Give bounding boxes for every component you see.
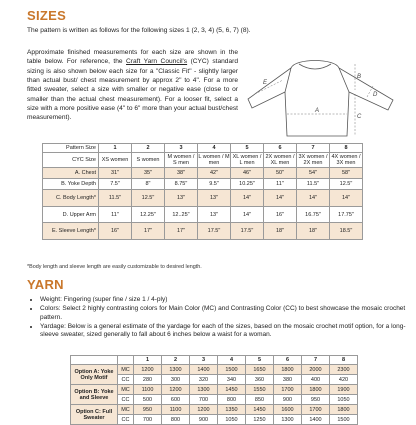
- cell: 7.5": [99, 179, 132, 190]
- cell: 11.5": [297, 179, 330, 190]
- yardage-table: [70, 355, 358, 425]
- color-label: CC: [118, 415, 134, 425]
- cell: 1800: [330, 405, 358, 415]
- table-row-chest: [43, 168, 363, 179]
- size-header: 1: [99, 144, 132, 153]
- cell: 8.75": [165, 179, 198, 190]
- cell: 11.5": [99, 190, 132, 207]
- cell: 1450: [246, 405, 274, 415]
- cell: 54": [297, 168, 330, 179]
- cell: 1300: [274, 415, 302, 425]
- cell: 1050: [218, 415, 246, 425]
- cell: 11": [264, 179, 297, 190]
- row-label: C. Body Length*: [43, 190, 99, 207]
- cell: 1200: [134, 365, 162, 375]
- measurements-paragraph: [27, 48, 238, 123]
- cell: 600: [162, 395, 190, 405]
- cell: 12.25": [132, 207, 165, 223]
- cell: 1400: [190, 365, 218, 375]
- cell: 2000: [302, 365, 330, 375]
- sweater-sleeve-seam-right: [339, 68, 349, 92]
- cell: 13": [198, 207, 231, 223]
- cell: 1350: [218, 405, 246, 415]
- cell: 13": [165, 190, 198, 207]
- cell: 320: [190, 375, 218, 385]
- cell: 1800: [274, 365, 302, 375]
- cell: 950: [302, 395, 330, 405]
- cell: 1100: [134, 385, 162, 395]
- size-header: 5: [246, 356, 274, 365]
- cell: 300: [162, 375, 190, 385]
- cell: 14": [330, 190, 363, 207]
- color-label: CC: [118, 375, 134, 385]
- cell: 1600: [274, 405, 302, 415]
- option-label: Option C: Full Sweater: [71, 405, 118, 425]
- cell: 1900: [330, 385, 358, 395]
- cell: 1550: [246, 385, 274, 395]
- cell: S women: [132, 153, 165, 168]
- cell: 8": [132, 179, 165, 190]
- cell: 420: [330, 375, 358, 385]
- table-row-body-length: [43, 190, 363, 207]
- size-header: 5: [231, 144, 264, 153]
- cell: 10.25": [231, 179, 264, 190]
- cell: 16": [99, 223, 132, 240]
- cell: 17.5": [198, 223, 231, 240]
- cell: 16": [264, 207, 297, 223]
- cell: 14": [231, 207, 264, 223]
- header-label: Pattern Size: [43, 144, 99, 153]
- cell: XS women: [99, 153, 132, 168]
- cell: 38": [165, 168, 198, 179]
- cell: 12.5": [132, 190, 165, 207]
- empty-cell: [118, 356, 134, 365]
- paragraph-text-start: Approximate finished measurements for each size are shown in the table below. For reference, the: [27, 49, 238, 66]
- cell: 500: [134, 395, 162, 405]
- cell: 1700: [274, 385, 302, 395]
- label-e: E: [263, 80, 268, 86]
- size-table-header: [43, 144, 363, 153]
- cell: 3X women / 2X men: [298, 154, 328, 166]
- table-row-upper-arm: [43, 207, 363, 223]
- list-item: • Colors: Select 2 highly contrasting colors for Main Color (MC) and Contrasting Color (CC) to best showcase the mosaic crochet pattern.: [40, 305, 412, 322]
- cell: 800: [218, 395, 246, 405]
- sizes-intro: The pattern is written as follows for the following sizes 1 (2, 3, 4) (5, 6, 7) (8).: [27, 27, 251, 34]
- size-header: 8: [330, 356, 358, 365]
- cell: 2300: [330, 365, 358, 375]
- cell: 1300: [162, 365, 190, 375]
- cell: 1200: [190, 405, 218, 415]
- cell: 280: [134, 375, 162, 385]
- size-header: 3: [165, 144, 198, 153]
- size-table: [42, 143, 363, 240]
- cell: 46": [231, 168, 264, 179]
- cell: 900: [190, 415, 218, 425]
- color-label: MC: [118, 385, 134, 395]
- table-row-cyc: [43, 153, 363, 168]
- cell: 11": [99, 207, 132, 223]
- sweater-neckline: [299, 64, 331, 69]
- cell: 340: [218, 375, 246, 385]
- cell: 17.5": [231, 223, 264, 240]
- cell: 1250: [246, 415, 274, 425]
- size-header: 1: [134, 356, 162, 365]
- cell: 1200: [162, 385, 190, 395]
- cell: 1050: [330, 395, 358, 405]
- label-c: C: [357, 114, 362, 120]
- cell: 1500: [330, 415, 358, 425]
- cell: 12..25": [165, 207, 198, 223]
- cell: 850: [246, 395, 274, 405]
- cell: 1500: [218, 365, 246, 375]
- cell: 14": [297, 190, 330, 207]
- row-label: B. Yoke Depth: [43, 179, 99, 190]
- empty-cell: [71, 356, 118, 365]
- size-header: 2: [132, 144, 165, 153]
- cell: 700: [190, 395, 218, 405]
- cell: 14": [264, 190, 297, 207]
- cell: 17": [165, 223, 198, 240]
- list-item: • Yardage: Below is a general estimate of the yardage for each of the sizes, based on the mosaic crochet motif option, for a long-sleeve sweater, sized generally to fall about 6 inches below a waist for a woman.: [40, 323, 412, 340]
- cell: 900: [274, 395, 302, 405]
- cell: 800: [162, 415, 190, 425]
- cell: 18.5": [330, 223, 363, 240]
- cell: 400: [302, 375, 330, 385]
- cell: 17": [132, 223, 165, 240]
- row-label: A. Chest: [43, 168, 99, 179]
- sweater-outline: [248, 61, 393, 137]
- row-label: E. Sleeve Length*: [43, 223, 99, 240]
- cell: 360: [246, 375, 274, 385]
- cell: 50": [264, 168, 297, 179]
- sizes-heading: SIZES: [27, 8, 67, 23]
- cell: 2X women / XL men: [265, 154, 295, 166]
- cell: 380: [274, 375, 302, 385]
- row-label: CYC Size: [43, 153, 99, 168]
- table-row-sleeve-length: [43, 223, 363, 240]
- cell: 1300: [190, 385, 218, 395]
- color-label: MC: [118, 365, 134, 375]
- cell: 4X women / 3X men: [331, 154, 361, 166]
- size-header: 7: [302, 356, 330, 365]
- cell: 1400: [302, 415, 330, 425]
- cell: XL women / L men: [231, 153, 264, 168]
- table-row-yoke-depth: [43, 179, 363, 190]
- row-label: D. Upper Arm: [43, 207, 99, 223]
- cell: 58": [330, 168, 363, 179]
- cell: 16.75": [297, 207, 330, 223]
- measure-line-e: [255, 80, 283, 94]
- cell: 1100: [162, 405, 190, 415]
- yarn-heading: YARN: [27, 277, 64, 292]
- yarn-bullet-list: [28, 296, 412, 340]
- cell: 18": [297, 223, 330, 240]
- table-row: [71, 405, 358, 415]
- cell: 13": [198, 190, 231, 207]
- craft-yarn-council-link[interactable]: Craft Yarn Council's: [126, 58, 188, 66]
- size-header: 7: [297, 144, 330, 153]
- table-row: [71, 385, 358, 395]
- label-d: D: [373, 92, 378, 98]
- cell: 1800: [302, 385, 330, 395]
- cell: 950: [134, 405, 162, 415]
- cell: 18": [264, 223, 297, 240]
- table-row: [71, 365, 358, 375]
- cell: 42": [198, 168, 231, 179]
- size-header: 4: [218, 356, 246, 365]
- cell: 1450: [218, 385, 246, 395]
- size-header: 2: [162, 356, 190, 365]
- label-b: B: [357, 74, 362, 80]
- paragraph-text-end: (CYC) standard sizing is also shown below each size for a "Classic Fit" - slightly larger than actual bust/ chest measurement by approx 2" to 4". For a more fitted sweater, select a size with smaller or negative ease (close to or smaller than the actual chest measurement). For a looser fit, select a size with a more positive ease (4" to 6" more than your actual bust/chest measurement).: [27, 58, 238, 122]
- cell: 31": [99, 168, 132, 179]
- color-label: CC: [118, 395, 134, 405]
- option-label: Option A: Yoke Only Motif: [71, 365, 118, 385]
- yardage-header: [71, 356, 358, 365]
- cell: L women / M men: [198, 154, 230, 166]
- cell: M women / S men: [165, 153, 198, 168]
- cell: 700: [134, 415, 162, 425]
- cell: 14": [231, 190, 264, 207]
- size-header: 8: [330, 144, 363, 153]
- cell: 1700: [302, 405, 330, 415]
- size-header: 4: [198, 144, 231, 153]
- cell: 9.5": [198, 179, 231, 190]
- size-header: 3: [190, 356, 218, 365]
- cell: 1650: [246, 365, 274, 375]
- option-label: Option B: Yoke and Sleeve: [71, 385, 118, 405]
- color-label: MC: [118, 405, 134, 415]
- size-header: 6: [264, 144, 297, 153]
- sweater-schematic: [243, 50, 398, 145]
- label-a: A: [315, 108, 320, 114]
- list-item: • Weight: Fingering (super fine / size 1 / 4-ply): [40, 296, 412, 304]
- cell: 17.75": [330, 207, 363, 223]
- cell: 35": [132, 168, 165, 179]
- size-header: 6: [274, 356, 302, 365]
- cell: 12.5": [330, 179, 363, 190]
- size-footnote: *Body length and sleeve length are easily customizable to desired length.: [27, 264, 202, 270]
